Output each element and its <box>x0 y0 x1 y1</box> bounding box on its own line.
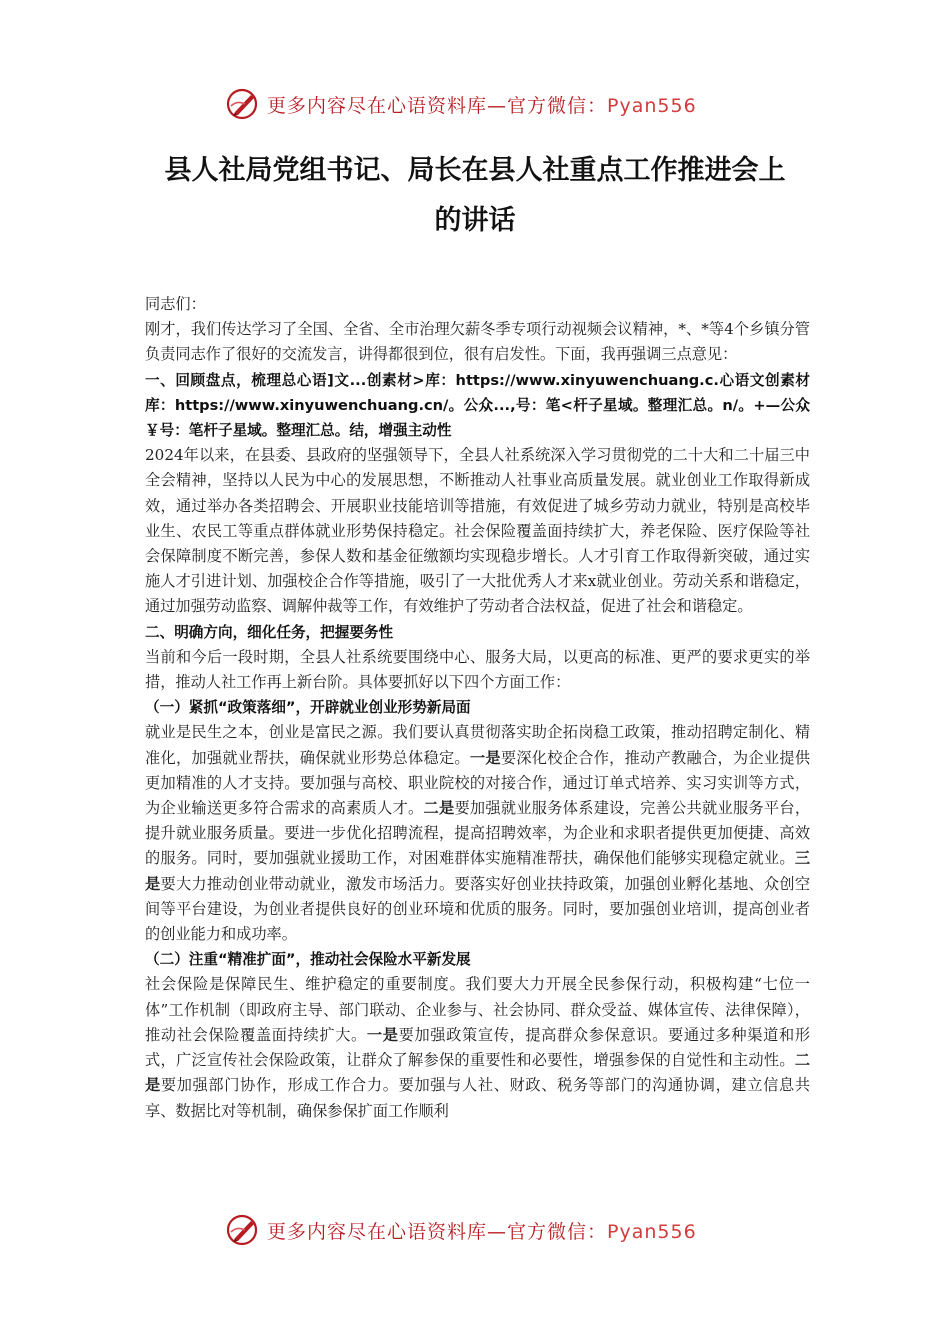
intro-paragraph: 刚才，我们传达学习了全国、全省、全市治理欠薪冬季专项行动视频会议精神，*、*等4个乡镇分管负责同志作了很好的交流发言，讲得都很到位，很有启发性。下面，我再强调三点意见： <box>145 320 810 364</box>
subsection-heading-2: （二）注重“精准扩面”，推动社会保险水平新发展 <box>145 951 471 969</box>
section-heading-1: 一、回顾盘点，梳理总心语]文...创素材>库：https://www.xinyuwenchuang.c.心语文创素材库：https://www.xinyuwenchuang.cn/。公众...,号：笔<杆子星域。整理汇总。n/。+—公众￥号：笔杆子星域。整理汇总。结，增强主动性 <box>145 371 810 440</box>
watermark-text: 更多内容尽在心语资料库—官方微信：Pyan556 <box>267 1220 697 1243</box>
title-line-2: 的讲话 <box>434 205 516 236</box>
section-heading-2: 二、明确方向，细化任务，把握要务性 <box>145 623 394 641</box>
subsection-heading-1: （一）紧抓“政策落细”，开辟就业创业形势新局面 <box>145 699 471 717</box>
title-line-1: 县人社局党组书记、局长在县人社重点工作推进会上 <box>164 155 786 186</box>
paragraph-direction: 当前和今后一段时期，全县人社系统要围绕中心、服务大局，以更高的标准、更严的要求更实的举措，推动人社工作再上新台阶。具体要抓好以下四个方面工作： <box>145 647 810 692</box>
page-title <box>100 146 850 246</box>
watermark-text: 更多内容尽在心语资料库—官方微信：Pyan556 <box>267 94 697 117</box>
header-watermark-banner <box>225 84 745 124</box>
paragraph-review: 2024年以来，在县委、县政府的坚强领导下，全县人社系统深入学习贯彻党的二十大和二十届三中全会精神，坚持以人民为中心的发展思想，不断推动人社事业高质量发展。就业创业工作取得新成效，通过举办各类招聘会、开展职业技能培训等措施，有效促进了城乡劳动力就业，特别是高校毕业生、农民工等重点群体就业形势保持稳定。社会保险覆盖面持续扩大，养老保险、医疗保险等社会保障制度不断完善，参保人数和基金征缴额均实现稳步增长。人才引育工作取得新突破，通过实施人才引进计划、加强校企合作等措施，吸引了一大批优秀人才来x就业创业。劳动关系和谐稳定，通过加强劳动监察、调解仲裁等工作，有效维护了劳动者合法权益，促进了社会和谐稳定。 <box>145 446 810 616</box>
paragraph-insurance: 社会保险是保障民生、维护稳定的重要制度。我们要大力开展全民参保行动，积极构建“七位一体”工作机制（即政府主导、部门联动、企业参与、社会协同、群众受益、媒体宣传、法律保障），推动社会保险覆盖面持续扩大。一是要加强政策宣传，提高群众参保意识。要通过多种渠道和形式，广泛宣传社会保险政策，让群众了解参保的重要性和必要性，增强参保的自觉性和主动性。二是要加强部门协作，形成工作合力。要加强与人社、财政、税务等部门的沟通协调，建立信息共享、数据比对等机制，确保参保扩面工作顺利 <box>145 975 811 1120</box>
greeting: 同志们： <box>145 295 206 313</box>
pen-logo-icon <box>225 1212 261 1248</box>
pen-logo-icon <box>225 86 261 122</box>
paragraph-employment: 就业是民生之本，创业是富民之源。我们要认真贯彻落实助企拓岗稳工政策，推动招聘定制化、精准化，加强就业帮扶，确保就业形势总体稳定。一是要深化校企合作，推动产教融合，为企业提供更加精准的人才支持。要加强与高校、职业院校的对接合作，通过订单式培养、实习实训等方式，为企业输送更多符合需求的高素质人才。二是要加强就业服务体系建设，完善公共就业服务平台，提升就业服务质量。要进一步优化招聘流程，提高招聘效率，为企业和求职者提供更加便捷、高效的服务。同时，要加强就业援助工作，对困难群体实施精准帮扶，确保他们能够实现稳定就业。三是要大力推动创业带动就业，激发市场活力。要落实好创业扶持政策，加强创业孵化基地、众创空间等平台建设，为创业者提供良好的创业环境和优质的服务。同时，要加强创业培训，提高创业者的创业能力和成功率。 <box>145 723 811 944</box>
document-body <box>145 292 810 1124</box>
footer-watermark-banner <box>225 1210 745 1250</box>
